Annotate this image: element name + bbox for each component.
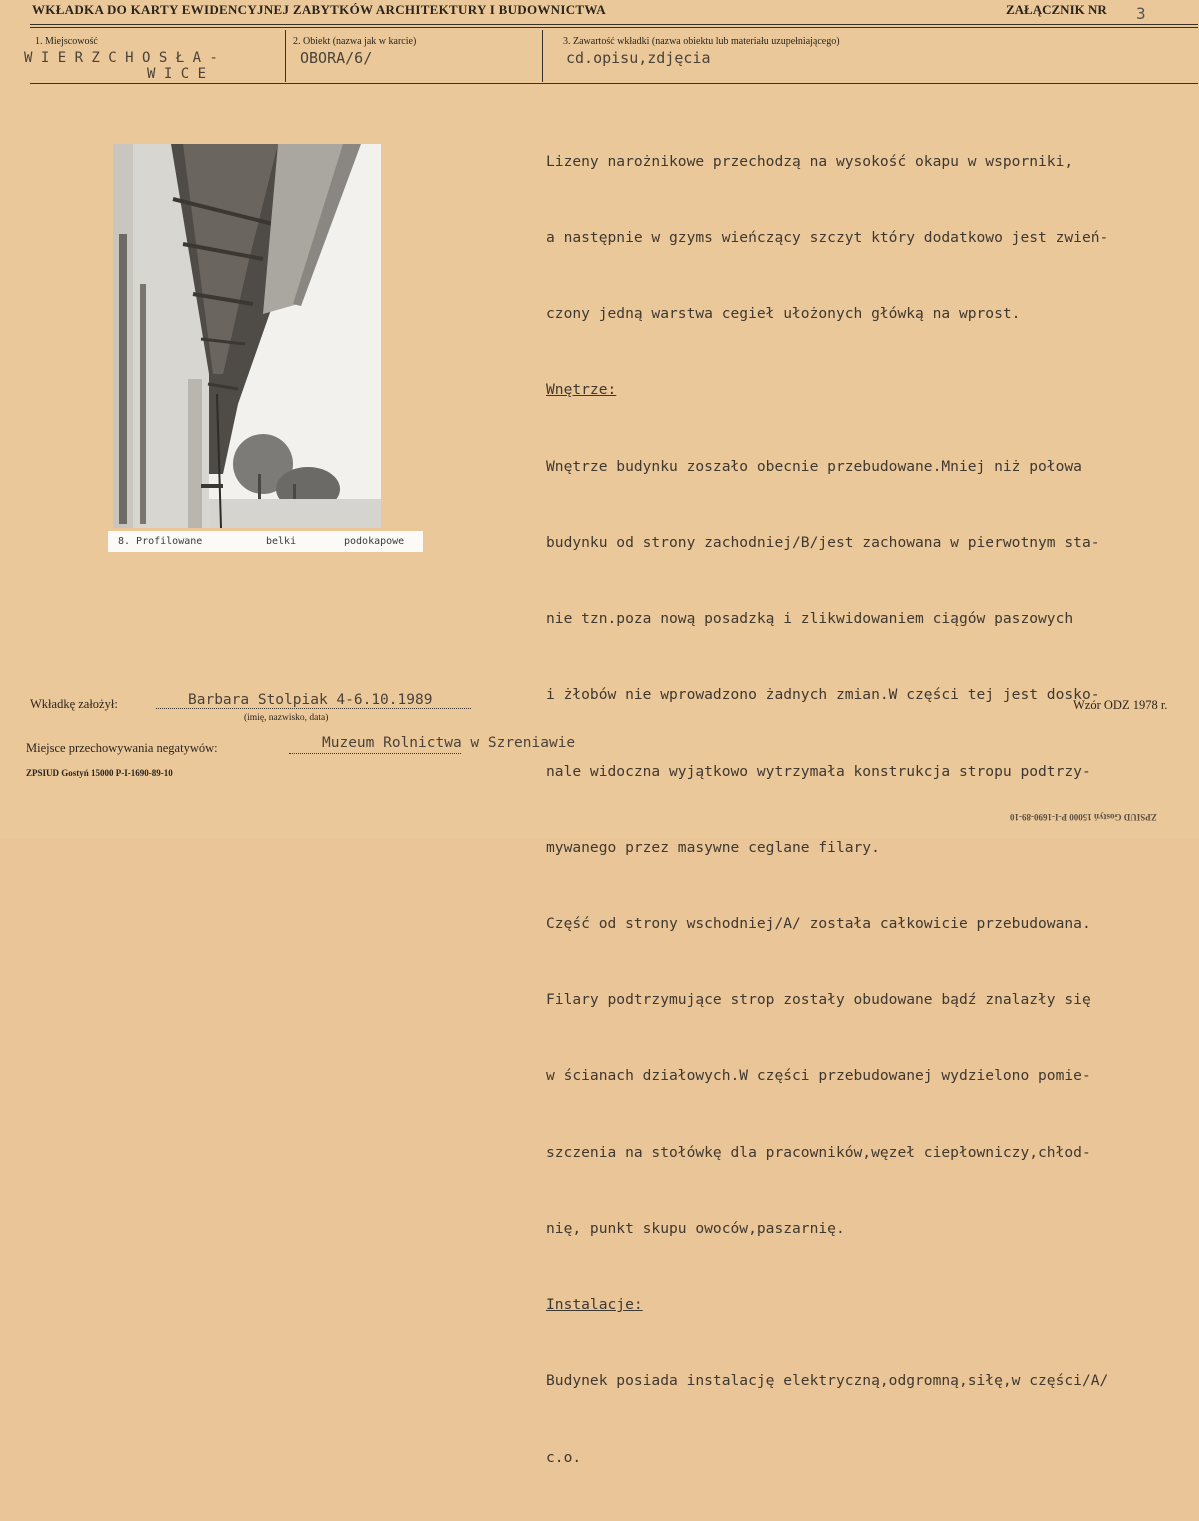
fields-rule bbox=[30, 83, 1198, 84]
storage-label: Miejsce przechowywania negatywów: bbox=[26, 741, 218, 755]
content-value: cd.opisu,zdjęcia bbox=[566, 49, 711, 67]
form-title: WKŁADKA DO KARTY EWIDENCYJNEJ ZABYTKÓW ARCHITEKTURY I BUDOWNICTWA bbox=[32, 2, 606, 17]
header-rule-bottom bbox=[30, 27, 1198, 28]
founded-value: Barbara Stolpiak 4-6.10.1989 bbox=[188, 692, 433, 708]
text-line: Filary podtrzymujące strop zostały obudowane bądź znalazły się bbox=[546, 991, 1091, 1009]
text-line: w ścianach działowych.W części przebudowanej wydzielono pomie- bbox=[546, 1067, 1091, 1085]
barn-eaves-photo bbox=[113, 144, 381, 528]
text-line: i żłobów nie wprowadzono żadnych zmian.W części tej jest dosko- bbox=[546, 686, 1100, 704]
text-line: szczenia na stołówkę dla pracowników,węzeł ciepłowniczy,chłod- bbox=[546, 1143, 1091, 1161]
object-label: 2. Obiekt (nazwa jak w karcie) bbox=[293, 36, 417, 47]
locality-label: 1. Miejscowość bbox=[35, 36, 98, 47]
text-line: Część od strony wschodniej/A/ została całkowicie przebudowana. bbox=[546, 915, 1091, 932]
text-line: nie tzn.poza nową posadzką i zlikwidowaniem ciągów paszowych bbox=[546, 610, 1074, 628]
text-line: c.o. bbox=[546, 1448, 582, 1466]
storage-dotted-line bbox=[289, 753, 461, 754]
section-heading-interior: Wnętrze: bbox=[546, 381, 617, 399]
description-text bbox=[546, 98, 1108, 1521]
print-info-mirrored: ZPSIUD Gostyń 15000 P-I-1690-89-10 bbox=[1010, 812, 1157, 822]
text-line: Budynek posiada instalację elektryczną,odgromną,siłę,w części/A/ bbox=[546, 1372, 1109, 1390]
text-line: mywanego przez masywne ceglane filary. bbox=[546, 838, 880, 856]
photo-caption bbox=[108, 531, 423, 552]
text-line: Wnętrze budynku zoszało obecnie przebudowane.Mniej niż połowa bbox=[546, 457, 1082, 475]
field-divider-2 bbox=[542, 30, 543, 82]
caption-number: 8. Profilowane bbox=[118, 536, 203, 547]
text-line: Lizeny narożnikowe przechodzą na wysokość okapu w wsporniki, bbox=[546, 152, 1074, 170]
text-line: nię, punkt skupu owoców,paszarnię. bbox=[546, 1219, 845, 1237]
locality-value-line1: W I E R Z C H O S Ł A - bbox=[24, 50, 218, 66]
photo-image bbox=[113, 144, 381, 528]
header-rule-top bbox=[30, 24, 1198, 25]
founded-label: Wkładkę założył: bbox=[30, 697, 118, 711]
print-info: ZPSIUD Gostyń 15000 P-I-1690-89-10 bbox=[26, 768, 173, 778]
founded-hint: (imię, nazwisko, data) bbox=[244, 713, 329, 723]
field-divider-1 bbox=[285, 30, 286, 82]
text-line: nale widoczna wyjątkowo wytrzymała konstrukcja stropu podtrzy- bbox=[546, 762, 1091, 780]
object-value: OBORA/6/ bbox=[300, 49, 373, 67]
caption-word: belki bbox=[266, 536, 297, 547]
content-label: 3. Zawartość wkładki (nazwa obiektu lub materiału uzupełniającego) bbox=[563, 36, 840, 47]
text-line: a następnie w gzyms wieńczący szczyt który dodatkowo jest zwień- bbox=[546, 229, 1109, 247]
founded-dotted-line bbox=[156, 708, 471, 709]
caption-end: podokapowe bbox=[344, 536, 405, 547]
annex-label: ZAŁĄCZNIK NR bbox=[1006, 2, 1107, 17]
storage-value: Muzeum Rolnictwa w Szreniawie bbox=[322, 735, 576, 751]
text-line: budynku od strony zachodniej/B/jest zachowana w pierwotnym sta- bbox=[546, 533, 1100, 551]
pattern-label: Wzór ODZ 1978 r. bbox=[1073, 698, 1168, 712]
section-heading-installations: Instalacje: bbox=[546, 1296, 643, 1314]
text-line: czony jedną warstwa cegieł ułożonych główką na wprost. bbox=[546, 305, 1021, 323]
locality-value-line2: W I C E bbox=[147, 66, 207, 82]
annex-number: 3 bbox=[1136, 4, 1146, 23]
